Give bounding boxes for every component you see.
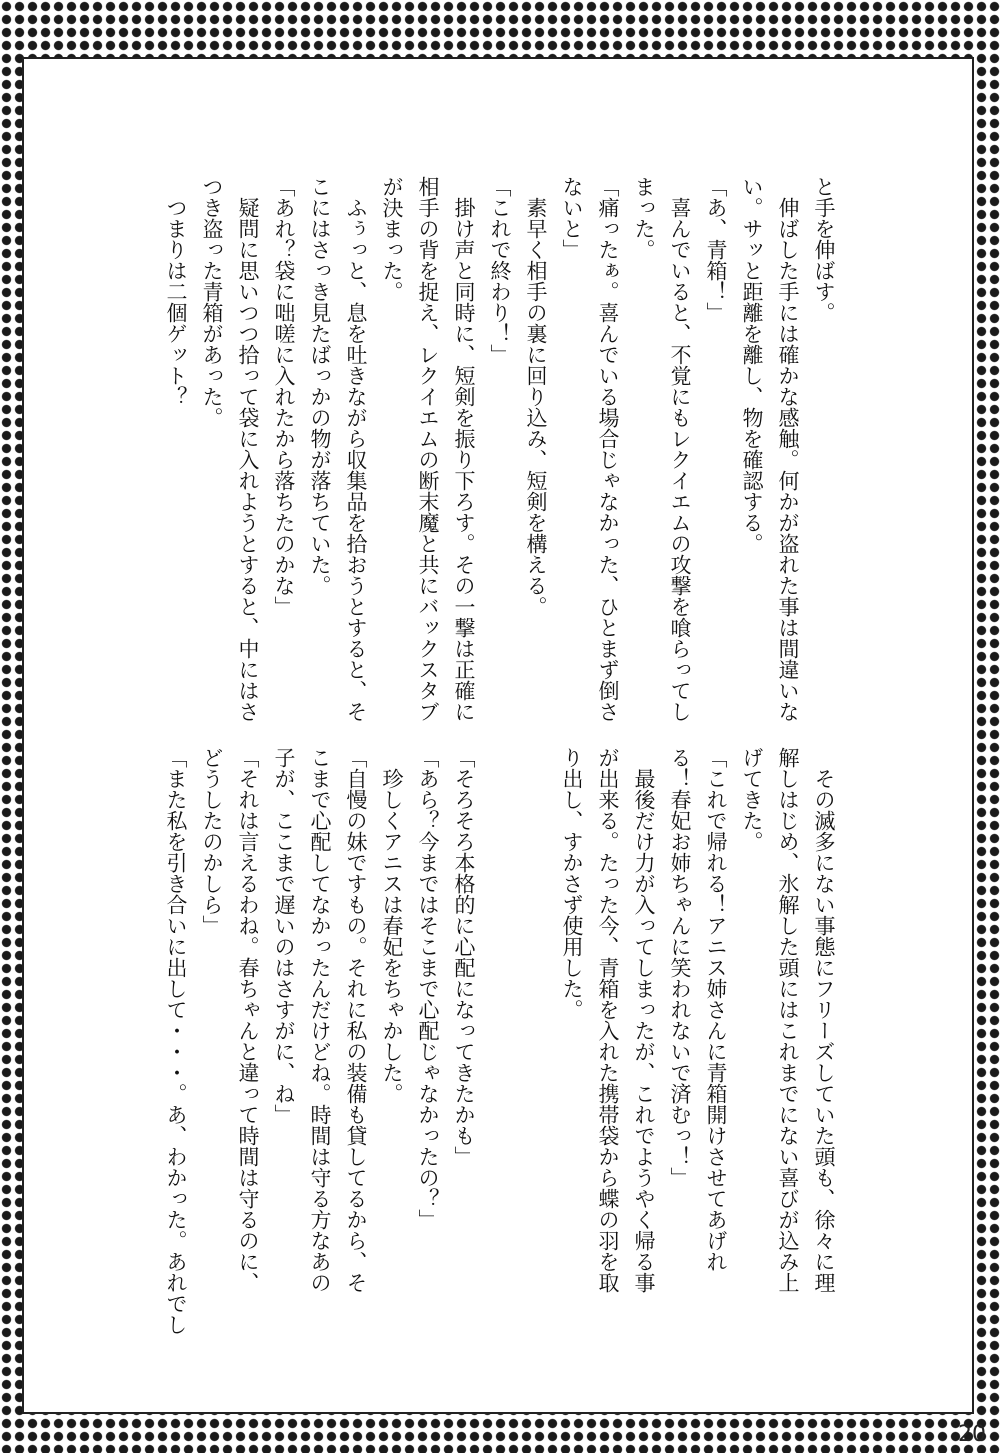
text-line: 「そろそろ本格的に心配になってきたかも」	[452, 747, 476, 1167]
text-line: 喜んでいると、不覚にもレクイエムの攻撃を喰らってし	[668, 176, 692, 722]
text-line: る！春妃お姉ちゃんに笑われないで済むっ！」	[668, 747, 692, 1188]
text-line: が決まった。	[380, 176, 404, 302]
text-line: ふぅっと、息を吐きながら収集品を拾おうとすると、そ	[344, 176, 368, 722]
text-line: 相手の背を捉え、レクイエムの断末魔と共にバックスタブ	[416, 176, 440, 722]
text-block-bottom	[158, 747, 842, 1335]
text-line: つまりは二個ゲット？	[164, 176, 188, 407]
text-line: 「自慢の妹ですもの。それに私の装備も貸してるから、そ	[344, 747, 368, 1293]
text-line: 珍しくアニスは春妃をちゃかした。	[380, 747, 404, 1104]
text-line: と手を伸ばす。	[812, 176, 836, 323]
text-line: 「これで終わり！」	[488, 176, 512, 365]
text-line: どうしたのかしら」	[200, 747, 224, 936]
text-line: 掛け声と同時に、短剣を振り下ろす。その一撃は正確に	[452, 176, 476, 722]
text-panel	[22, 57, 974, 1414]
page-number: 20	[958, 1422, 986, 1447]
text-line: 「あら？今まではそこまで心配じゃなかったの？」	[416, 747, 440, 1230]
text-line: こにはさっき見たばっかの物が落ちていた。	[308, 176, 332, 596]
text-block-top	[158, 176, 842, 722]
text-line: 最後だけ力が入ってしまったが、これでようやく帰る事	[632, 747, 656, 1293]
text-line: その滅多にない事態にフリーズしていた頭も、徐々に理	[812, 747, 836, 1293]
text-line: 「それは言えるわね。春ちゃんと違って時間は守るのに、	[236, 747, 260, 1293]
text-line: 「あれ？袋に咄嗟に入れたから落ちたのかな」	[272, 176, 296, 617]
text-line: 「あ、青箱！」	[704, 176, 728, 323]
text-line: 「また私を引き合いに出して・・・。あ、わかった。あれでし	[164, 747, 188, 1335]
text-line: こまで心配してなかったんだけどね。時間は守る方なあの	[308, 747, 332, 1293]
text-line: 素早く相手の裏に回り込み、短剣を構える。	[524, 176, 548, 617]
text-line	[518, 747, 554, 1307]
text-line: が出来る。たった今、青箱を入れた携帯袋から蝶の羽を取	[596, 747, 620, 1293]
text-line: 「これで帰れる！アニス姉さんに青箱開けさせてあげれ	[704, 747, 728, 1272]
text-line: 伸ばした手には確かな感触。何かが盗れた事は間違いな	[776, 176, 800, 722]
text-line: 解しはじめ、氷解した頭にはこれまでにない喜びが込み上	[776, 747, 800, 1293]
text-line: げてきた。	[740, 747, 764, 852]
text-line: 「痛ったぁ。喜んでいる場合じゃなかった、ひとまず倒さ	[596, 176, 620, 722]
text-line: 疑問に思いつつ拾って袋に入れようとすると、中にはさ	[236, 176, 260, 722]
text-line	[482, 747, 518, 1307]
text-line: ないと」	[560, 176, 584, 260]
text-line: つき盗った青箱があった。	[200, 176, 224, 428]
text-line: い。サッと距離を離し、物を確認する。	[740, 176, 764, 554]
text-line: り出し、すかさず使用した。	[560, 747, 584, 1020]
text-line: 子が、ここまで遅いのはさすがに、ね」	[272, 747, 296, 1125]
text-line: まった。	[632, 176, 656, 260]
